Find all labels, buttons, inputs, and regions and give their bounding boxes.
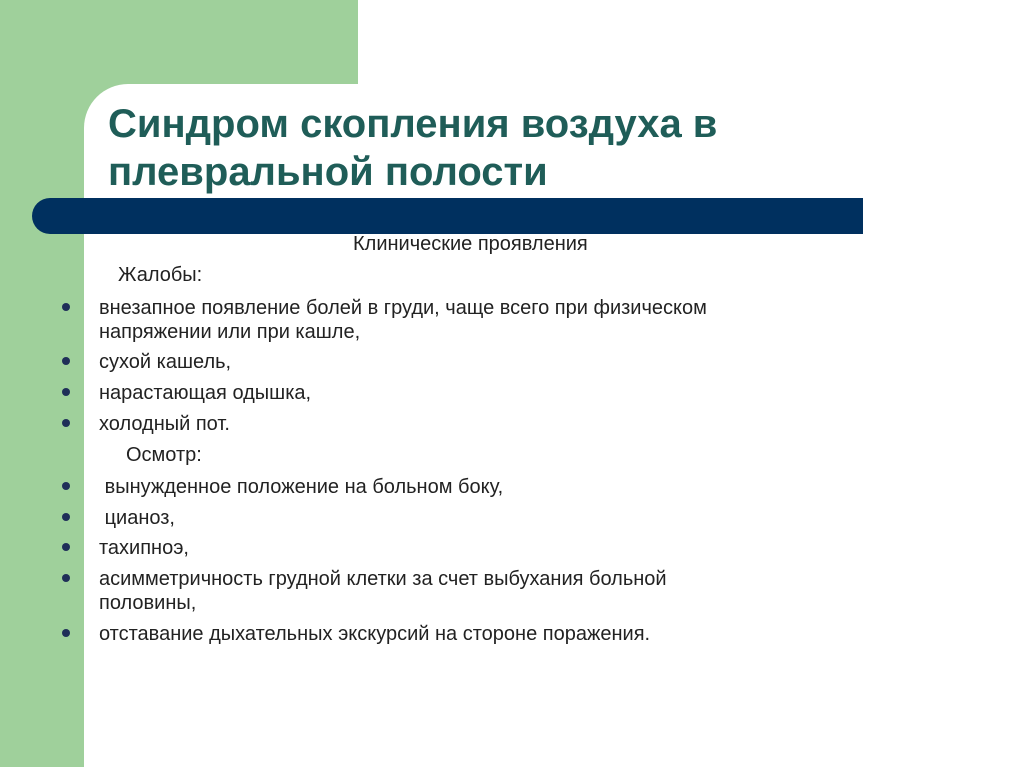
slide-subtitle: Клинические проявления: [353, 233, 588, 255]
bullet-icon: [62, 543, 70, 551]
list-item: [60, 296, 900, 344]
list-item: [60, 622, 900, 646]
list-item: [60, 506, 900, 530]
bullet-icon: [62, 482, 70, 490]
slide-title: [108, 100, 868, 196]
list-item-text: вынужденное положение на больном боку,: [99, 476, 504, 498]
bullet-icon: [62, 419, 70, 427]
list-item-text: отставание дыхательных экскурсий на стороне поражения.: [99, 623, 651, 645]
bullet-icon: [62, 513, 70, 521]
list-item: [60, 475, 900, 499]
list-item: [60, 350, 900, 374]
list-item-text: цианоз,: [99, 507, 175, 529]
title-line-2: плевральной полости: [108, 150, 548, 194]
section-label-examination: Осмотр:: [126, 444, 202, 466]
list-item: [60, 567, 900, 615]
list-item-text: холодный пот.: [99, 413, 230, 435]
bullet-icon: [62, 574, 70, 582]
title-divider-bar: [32, 198, 863, 234]
list-item-text: тахипноэ,: [99, 537, 189, 559]
bullet-icon: [62, 388, 70, 396]
bullet-icon: [62, 357, 70, 365]
bullet-icon: [62, 303, 70, 311]
bullet-icon: [62, 629, 70, 637]
list-item-text: внезапное появление болей в груди, чаще всего при физическом напряжении или при кашле,: [99, 297, 707, 343]
list-item: [60, 412, 900, 436]
list-item-text: нарастающая одышка,: [99, 382, 312, 404]
list-item: [60, 536, 900, 560]
list-item-text: сухой кашель,: [99, 351, 232, 373]
list-item-text: асимметричность грудной клетки за счет выбухания больной половины,: [99, 568, 667, 614]
title-line-1: Синдром скопления воздуха в: [108, 102, 718, 146]
list-item: [60, 381, 900, 405]
section-label-complaints: Жалобы:: [118, 264, 203, 286]
